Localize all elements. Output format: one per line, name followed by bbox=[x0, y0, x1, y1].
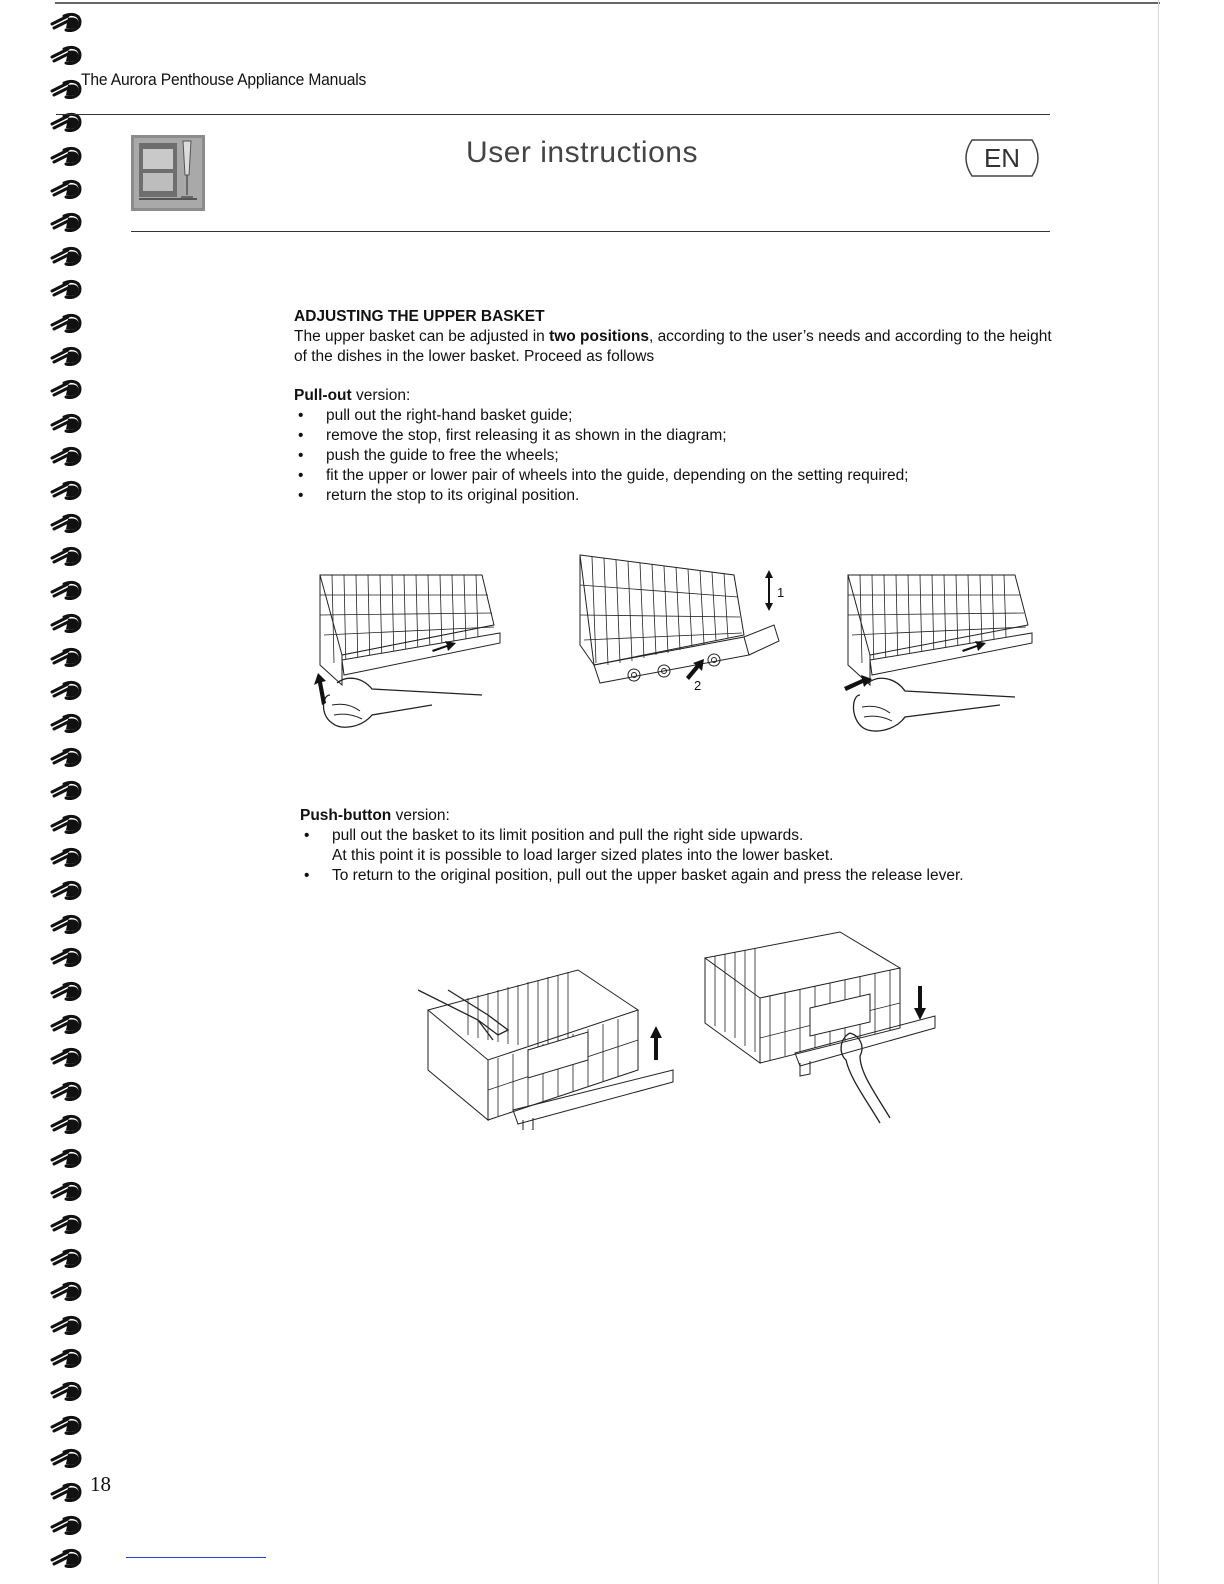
page-edge bbox=[1158, 0, 1159, 1584]
binding-coil-icon bbox=[50, 945, 86, 967]
binding-coil-icon bbox=[50, 210, 86, 232]
binding-coil-icon bbox=[50, 578, 86, 600]
binding-coil-icon bbox=[50, 244, 86, 266]
binding-coil-icon bbox=[50, 1513, 86, 1535]
binding-coil-icon bbox=[50, 1079, 86, 1101]
binding-coil-icon bbox=[50, 311, 86, 333]
binding-coil-icon bbox=[50, 878, 86, 900]
pull-out-steps bbox=[294, 406, 1054, 506]
binding-coil-icon bbox=[50, 745, 86, 767]
binding-coil-icon bbox=[50, 979, 86, 1001]
binding-coil-icon bbox=[50, 611, 86, 633]
binding-coil-icon bbox=[50, 444, 86, 466]
binding-coil-icon bbox=[50, 1246, 86, 1268]
pull-out-label: Pull-out version: bbox=[294, 387, 411, 404]
figure-label-1: 1 bbox=[777, 585, 785, 600]
binding-coil-icon bbox=[50, 812, 86, 834]
intro-paragraph: The upper basket can be adjusted in two positions, according to the user’s needs and according to the height of the dishes in the lower basket. Proceed as follows bbox=[294, 328, 1052, 365]
push-button-section bbox=[300, 806, 1060, 886]
binding-coil-icon bbox=[50, 1212, 86, 1234]
pull-out-section bbox=[294, 386, 1054, 506]
page-number: 18 bbox=[90, 1472, 111, 1496]
binding-coil-icon bbox=[50, 778, 86, 800]
binding-coil-icon bbox=[50, 511, 86, 533]
binding-coil-icon bbox=[50, 544, 86, 566]
spiral-binding bbox=[50, 10, 90, 1584]
binding-coil-icon bbox=[50, 177, 86, 199]
binding-coil-icon bbox=[50, 411, 86, 433]
binding-coil-icon bbox=[50, 478, 86, 500]
binding-coil-icon bbox=[50, 277, 86, 299]
binding-coil-icon bbox=[50, 43, 86, 65]
top-rule bbox=[55, 2, 1160, 4]
binding-coil-icon bbox=[50, 1379, 86, 1401]
binding-coil-icon bbox=[50, 10, 86, 32]
section-title: User instructions bbox=[466, 136, 698, 169]
site-title: The Aurora Penthouse Appliance Manuals bbox=[81, 70, 367, 89]
push-button-label: Push-button version: bbox=[300, 807, 450, 824]
binding-coil-icon bbox=[50, 1012, 86, 1034]
push-button-figure-1 bbox=[418, 960, 678, 1130]
header-rule bbox=[56, 114, 1050, 115]
binding-coil-icon bbox=[50, 678, 86, 700]
binding-coil-icon bbox=[50, 1446, 86, 1468]
binding-coil-icon bbox=[50, 1546, 86, 1568]
pull-out-figure-1 bbox=[312, 545, 502, 740]
binding-coil-icon bbox=[50, 645, 86, 667]
binding-coil-icon bbox=[50, 344, 86, 366]
list-item: • push the guide to free the wheels; bbox=[294, 446, 1054, 466]
binding-coil-icon bbox=[50, 711, 86, 733]
title-rule bbox=[131, 231, 1050, 232]
bottom-link-underline bbox=[126, 1557, 266, 1558]
intro-emphasis: two positions bbox=[549, 328, 649, 345]
list-item: • pull out the basket to its limit position and pull the right side upwards. At this point it is possible to load larger sized plates into the lower basket. bbox=[300, 826, 1060, 866]
list-item: • To return to the original position, pull out the upper basket again and press the release lever. bbox=[300, 866, 1060, 886]
language-badge bbox=[958, 136, 1046, 180]
binding-coil-icon bbox=[50, 1179, 86, 1201]
section-heading: ADJUSTING THE UPPER BASKET bbox=[294, 308, 545, 325]
binding-coil-icon bbox=[50, 1346, 86, 1368]
figure-label-2: 2 bbox=[694, 678, 702, 693]
list-item: • remove the stop, first releasing it as shown in the diagram; bbox=[294, 426, 1054, 446]
push-button-figure-2 bbox=[700, 928, 950, 1128]
binding-coil-icon bbox=[50, 1045, 86, 1067]
list-item: • return the stop to its original position. bbox=[294, 486, 1054, 506]
binding-coil-icon bbox=[50, 1480, 86, 1502]
binding-coil-icon bbox=[50, 912, 86, 934]
pull-out-figure-2 bbox=[574, 545, 789, 695]
binding-coil-icon bbox=[50, 1313, 86, 1335]
binding-coil-icon bbox=[50, 377, 86, 399]
list-item: • pull out the right-hand basket guide; bbox=[294, 406, 1054, 426]
pull-out-figure-3 bbox=[840, 545, 1035, 745]
binding-coil-icon bbox=[50, 1279, 86, 1301]
list-item: • fit the upper or lower pair of wheels into the guide, depending on the setting required; bbox=[294, 466, 1054, 486]
binding-coil-icon bbox=[50, 1413, 86, 1435]
section-intro bbox=[294, 307, 1054, 367]
binding-coil-icon bbox=[50, 845, 86, 867]
push-button-steps bbox=[300, 826, 1060, 886]
binding-coil-icon bbox=[50, 1112, 86, 1134]
binding-coil-icon bbox=[50, 1146, 86, 1168]
language-code: EN bbox=[983, 143, 1021, 173]
